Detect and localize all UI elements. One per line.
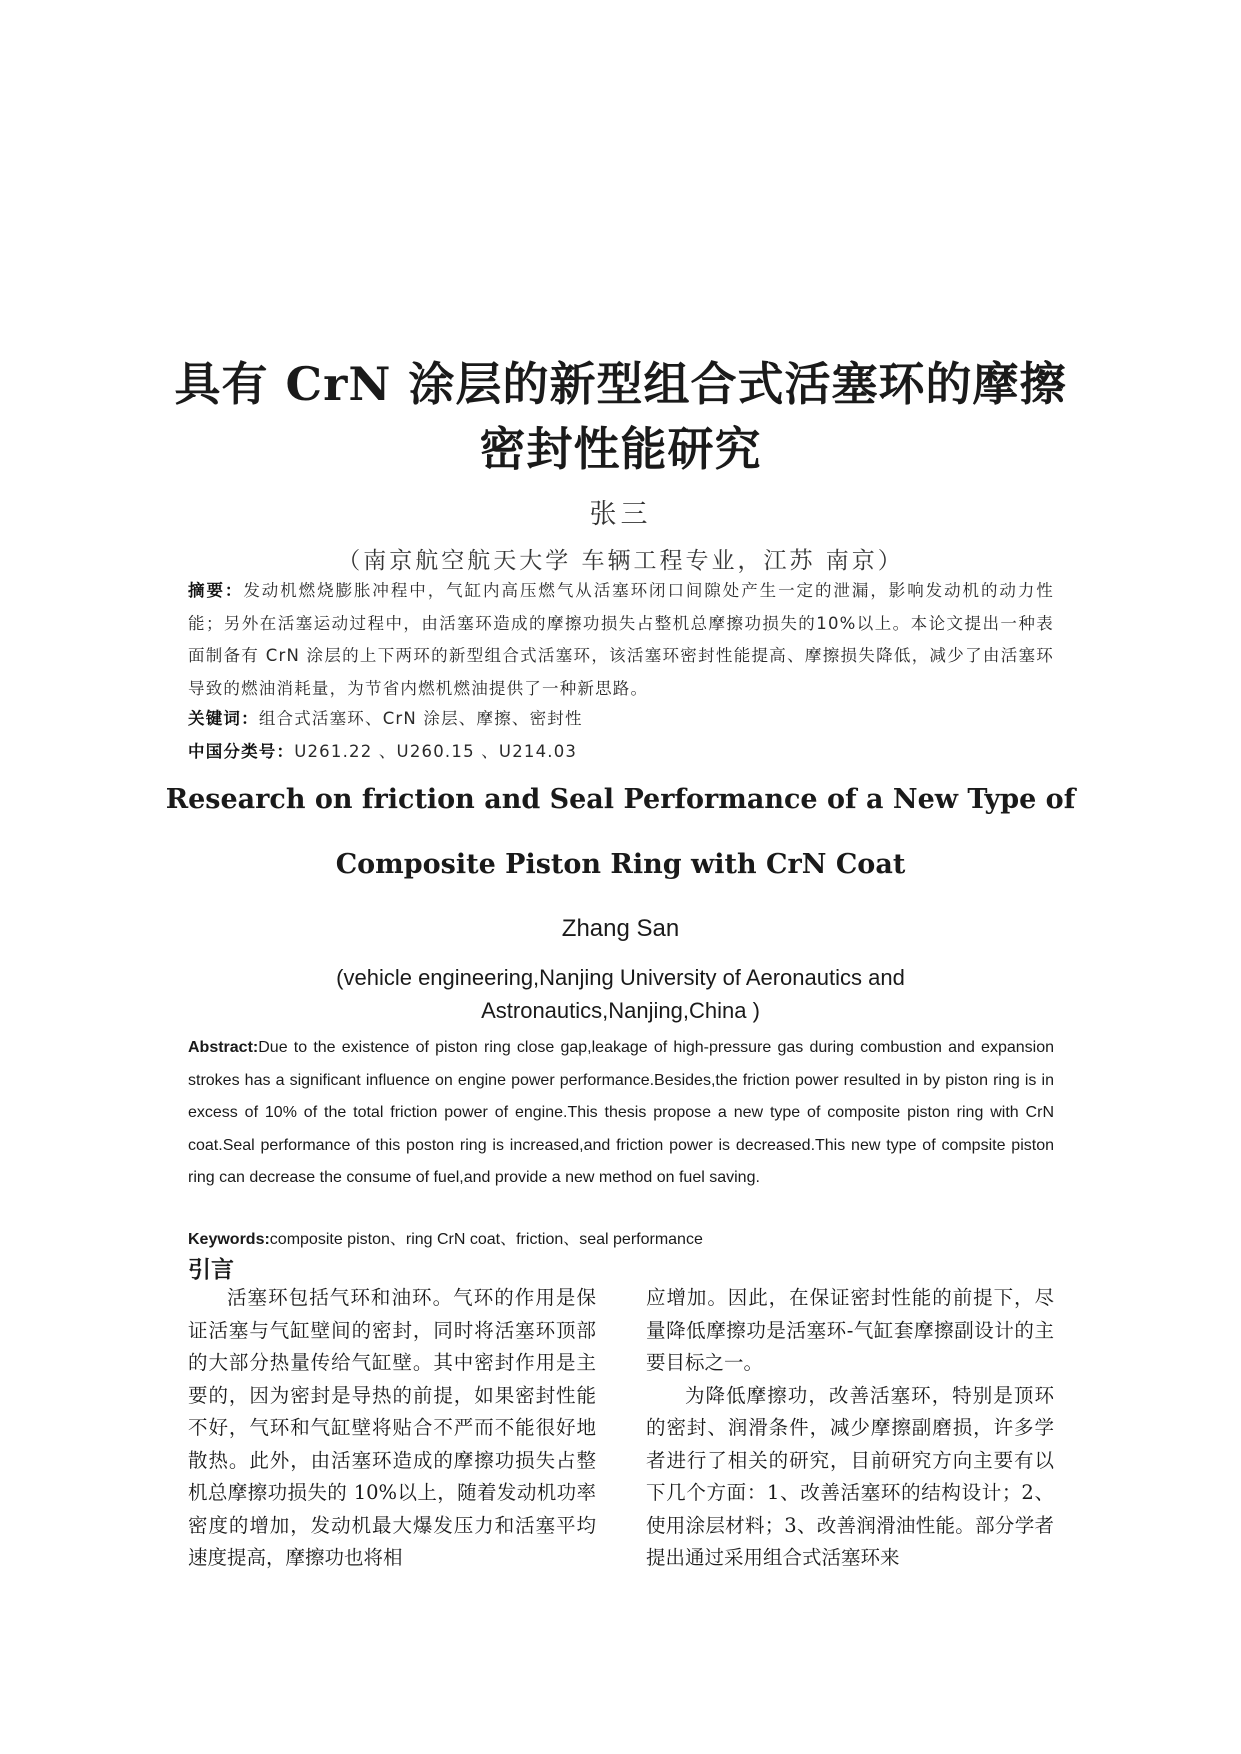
chinese-keywords-label: 关键词： xyxy=(188,709,259,728)
chinese-abstract-label: 摘要： xyxy=(188,581,244,600)
english-title-line-2: Composite Piston Ring with CrN Coat xyxy=(335,849,906,880)
english-keywords-text: composite piston、ring CrN coat、friction、seal performance xyxy=(269,1231,703,1248)
english-abstract-text: Due to the existence of piston ring close gap,leakage of high-pressure gas during combustion and expansion strokes has a significant influence on engine power performance.Besides,the friction power resulted in by piston ring is in excess of 10% of the total friction power of engine.This thesis propose a new type of composite piston ring with CrN coat.Seal performance of this poston ring is increased,and friction power is decreased.This new type of compsite piston ring can decrease the consume of fuel,and provide a new method on fuel saving. xyxy=(188,1039,1054,1186)
chinese-abstract xyxy=(188,575,1054,705)
intro-right-paragraph-2: 为降低摩擦功，改善活塞环，特别是顶环的密封、润滑条件，减少摩擦副磨损，许多学者进行了相关的研究，目前研究方向主要有以下几个方面：1、改善活塞环的结构设计；2、使用涂层材料；3、改善润滑油性能。部分学者提出通过采用组合式活塞环来 xyxy=(646,1383,1054,1569)
chinese-classification xyxy=(188,738,1054,762)
chinese-classification-label: 中国分类号： xyxy=(188,742,295,761)
intro-right-paragraph-1: 应增加。因此，在保证密封性能的前提下，尽量降低摩擦功是活塞环-气缸套摩擦副设计的主要目标之一。 xyxy=(646,1286,1054,1374)
intro-right-column xyxy=(646,1282,1054,1575)
english-abstract-label: Abstract: xyxy=(188,1039,259,1056)
intro-left-column xyxy=(188,1282,596,1575)
english-title-line-1: Research on friction and Seal Performance of a New Type of xyxy=(165,784,1076,815)
english-keywords-label: Keywords: xyxy=(188,1231,270,1248)
english-abstract xyxy=(188,1032,1054,1195)
chinese-title-line-1: 具有 CrN 涂层的新型组合式活塞环的摩擦 xyxy=(174,357,1067,411)
chinese-classification-text: U261.22 、U260.15 、U214.03 xyxy=(294,742,578,761)
intro-left-paragraph: 活塞环包括气环和油环。气环的作用是保证活塞与气缸壁间的密封，同时将活塞环顶部的大部分热量传给气缸壁。其中密封作用是主要的，因为密封是导热的前提，如果密封性能不好，气环和气缸壁将贴合不严而不能很好地散热。此外，由活塞环造成的摩擦功损失占整机总摩擦功损失的 10%以上，随着发动机功率密度的增加，发动机最大爆发压力和活塞平均速度提高，摩擦功也将相 xyxy=(188,1286,596,1569)
chinese-abstract-text: 发动机燃烧膨胀冲程中，气缸内高压燃气从活塞环闭口间隙处产生一定的泄漏，影响发动机的动力性能；另外在活塞运动过程中，由活塞环造成的摩擦功损失占整机总摩擦功损失的10%以上。本论文提出一种表面制备有 CrN 涂层的上下两环的新型组合式活塞环，该活塞环密封性能提高、摩擦损失降低，减少了由活塞环导致的燃油消耗量，为节省内燃机燃油提供了一种新思路。 xyxy=(188,581,1054,698)
english-keywords xyxy=(188,1226,1054,1249)
english-affiliation-line-1: (vehicle engineering,Nanjing University of Aeronautics and xyxy=(336,965,905,990)
english-affiliation-line-2: Astronautics,Nanjing,China ) xyxy=(481,998,760,1023)
intro-heading: 引言 xyxy=(188,1257,234,1283)
chinese-author: 张三 xyxy=(589,499,652,530)
chinese-keywords-text: 组合式活塞环、CrN 涂层、摩擦、密封性 xyxy=(258,709,583,728)
chinese-affiliation: （南京航空航天大学 车辆工程专业，江苏 南京） xyxy=(337,548,904,574)
chinese-keywords xyxy=(188,705,1054,729)
chinese-title-line-2: 密封性能研究 xyxy=(479,422,762,476)
english-author: Zhang San xyxy=(561,915,680,942)
